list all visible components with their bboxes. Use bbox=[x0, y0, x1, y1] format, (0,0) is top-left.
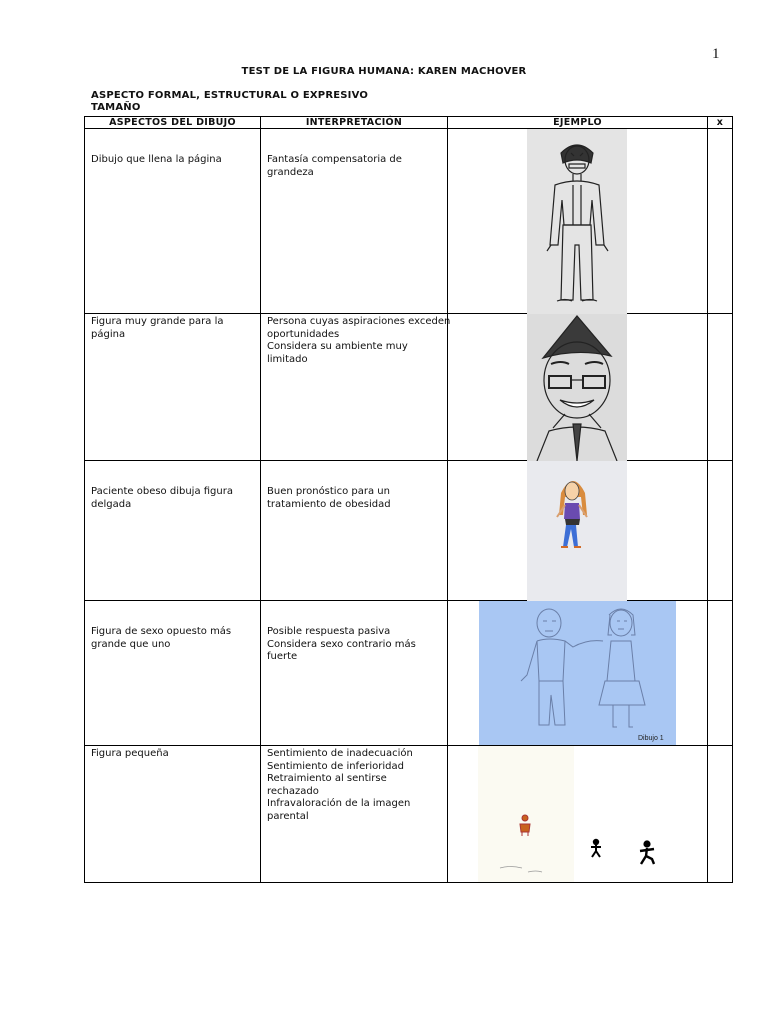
x-cell bbox=[708, 601, 733, 746]
section-heading bbox=[91, 90, 368, 114]
example-drawing-thin-figure bbox=[527, 461, 627, 601]
interpretation-text: Sentimiento de inferioridad bbox=[267, 760, 404, 772]
interpretation-text: rechazado bbox=[267, 785, 319, 797]
table-header-row bbox=[85, 117, 733, 129]
aspect-text: grande que uno bbox=[91, 638, 171, 650]
aspect-cell bbox=[85, 601, 261, 746]
table-row bbox=[85, 461, 733, 601]
table-row bbox=[85, 746, 733, 883]
header-aspectos: ASPECTOS DEL DIBUJO bbox=[85, 117, 261, 129]
example-drawing-full-figure bbox=[527, 129, 627, 314]
example-drawing-small-figure bbox=[478, 746, 574, 882]
interpretation-text: oportunidades bbox=[267, 328, 340, 340]
interpretation-text: Infravaloración de la imagen bbox=[267, 798, 411, 809]
interpretation-text: tratamiento de obesidad bbox=[267, 498, 391, 510]
interpretation-text: Sentimiento de inadecuación bbox=[267, 748, 413, 759]
running-figure-icon bbox=[636, 840, 658, 866]
document-title: TEST DE LA FIGURA HUMANA: KAREN MACHOVER bbox=[241, 66, 527, 77]
aspect-text: Dibujo que llena la página bbox=[91, 154, 222, 165]
interpretation-text: Buen pronóstico para un bbox=[267, 486, 390, 497]
aspect-text: delgada bbox=[91, 498, 132, 510]
interpretation-cell bbox=[261, 601, 448, 746]
interpretation-text: parental bbox=[267, 810, 309, 822]
aspect-text: Paciente obeso dibuja figura bbox=[91, 486, 233, 497]
aspect-cell bbox=[85, 746, 261, 883]
interpretation-table bbox=[84, 116, 733, 883]
interpretation-cell bbox=[261, 461, 448, 601]
interpretation-cell bbox=[261, 746, 448, 883]
interpretation-text: Considera sexo contrario más bbox=[267, 638, 416, 650]
example-drawing-couple bbox=[479, 601, 676, 745]
x-cell bbox=[708, 129, 733, 314]
example-cell bbox=[448, 746, 708, 883]
table-row bbox=[85, 601, 733, 746]
interpretation-text: fuerte bbox=[267, 651, 298, 662]
interpretation-cell bbox=[261, 129, 448, 314]
example-cell bbox=[448, 601, 708, 746]
x-cell bbox=[708, 461, 733, 601]
table-row bbox=[85, 129, 733, 314]
interpretation-text: Considera su ambiente muy bbox=[267, 341, 408, 352]
interpretation-text: Posible respuesta pasiva bbox=[267, 626, 391, 637]
example-cell bbox=[448, 461, 708, 601]
interpretation-text: limitado bbox=[267, 353, 308, 365]
interpretation-text: Fantasía compensatoria de bbox=[267, 154, 402, 165]
x-cell bbox=[708, 746, 733, 883]
table-row bbox=[85, 314, 733, 461]
aspect-text: Figura muy grande para la bbox=[91, 316, 224, 327]
aspect-cell bbox=[85, 314, 261, 461]
x-cell bbox=[708, 314, 733, 461]
example-drawing-large-head bbox=[527, 314, 627, 461]
interpretation-text: grandeza bbox=[267, 166, 314, 178]
section-heading-line-2: TAMAÑO bbox=[91, 102, 141, 113]
page-number: 1 bbox=[712, 46, 720, 62]
aspect-text: Figura pequeña bbox=[91, 748, 169, 759]
interpretation-cell bbox=[261, 314, 451, 461]
header-ejemplo: EJEMPLO bbox=[448, 117, 708, 129]
aspect-text: página bbox=[91, 328, 126, 340]
interpretation-text: Persona cuyas aspiraciones exceden bbox=[267, 316, 451, 327]
header-interpretacion: INTERPRETACIÓN bbox=[261, 117, 448, 129]
interpretation-text: Retraimiento al sentirse bbox=[267, 773, 387, 784]
stick-figure-icon bbox=[588, 838, 604, 858]
aspect-cell bbox=[85, 461, 261, 601]
aspect-cell bbox=[85, 129, 261, 314]
drawing-caption: Dibujo 1 bbox=[638, 735, 664, 742]
example-cell bbox=[448, 129, 708, 314]
header-x: x bbox=[708, 117, 733, 129]
section-heading-line-1: ASPECTO FORMAL, ESTRUCTURAL O EXPRESIVO bbox=[91, 90, 369, 101]
example-cell bbox=[448, 314, 708, 461]
aspect-text: Figura de sexo opuesto más bbox=[91, 626, 232, 637]
